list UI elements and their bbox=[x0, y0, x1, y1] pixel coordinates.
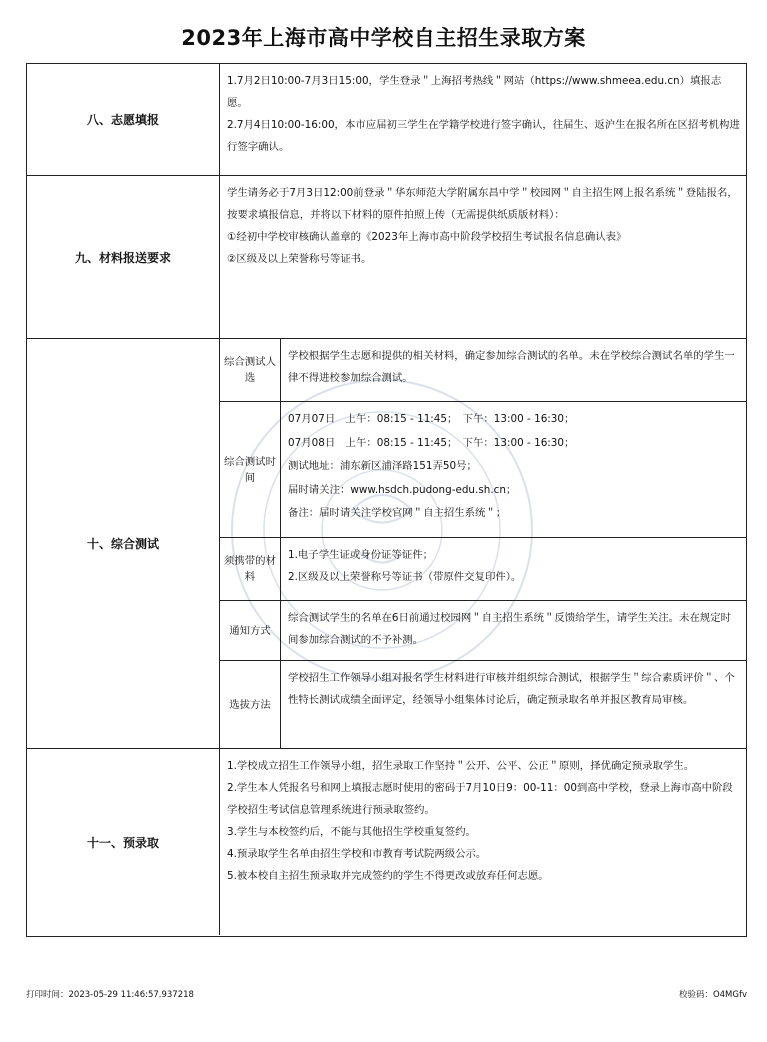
schedule-line-3: 测试地址：浦东新区浦泽路151弄50号； bbox=[288, 460, 477, 472]
print-time: 打印时间：2023-05-29 11:46:57.937218 bbox=[26, 990, 194, 1000]
schedule-line-2: 07月08日 上午：08:15 - 11:45； 下午：13:00 - 16:30； bbox=[288, 436, 575, 449]
candidates-label: 综合测试人选 bbox=[220, 339, 281, 401]
schedule-line-5: 备注：届时请关注学校官网＂自主招生系统＂； bbox=[288, 507, 507, 519]
section-8-label: 八、志愿填报 bbox=[27, 64, 220, 175]
check-code: 校验码：O4MGfv bbox=[678, 990, 747, 1000]
candidates-content bbox=[281, 339, 746, 401]
section-8-row bbox=[27, 64, 746, 175]
section-9-row bbox=[27, 175, 746, 338]
section-10-subrow-selection bbox=[220, 660, 746, 749]
section-11-line-3: 3.学生与本校签约后，不能与其他招生学校重复签约。 bbox=[227, 826, 476, 838]
selection-label: 选拔方法 bbox=[220, 661, 281, 749]
materials-line-1: 1.电子学生证或身份证等证件； bbox=[288, 549, 433, 561]
schedule-label: 综合测试时间 bbox=[220, 402, 281, 537]
section-9-line-2: ①经初中学校审核确认盖章的《2023年上海市高中阶段学校招生考试报名信息确认表》 bbox=[227, 231, 627, 243]
section-11-line-2: 2.学生本人凭报名号和网上填报志愿时使用的密码于7月10日9：00-11：00到高中学校，登录上海市高中阶段学校招生考试信息管理系统进行预录取签约。 bbox=[227, 782, 733, 816]
section-10-subrow-notice bbox=[220, 600, 746, 660]
section-8-line-2: 2.7月4日10:00-16:00，本市应届初三学生在学籍学校进行签字确认，往届生、返沪生在报名所在区招考机构进行签字确认。 bbox=[227, 119, 740, 153]
section-10-subrow-candidates bbox=[220, 339, 746, 401]
section-9-line-1: 学生请务必于7月3日12:00前登录＂华东师范大学附属东昌中学＂校园网＂自主招生网上报名系统＂登陆报名，按要求填报信息，并将以下材料的原件拍照上传（无需提供纸质版材料）： bbox=[227, 187, 738, 221]
section-10-label: 十、综合测试 bbox=[27, 339, 220, 748]
admission-plan-table bbox=[26, 63, 747, 937]
section-11-line-5: 5.被本校自主招生预录取并完成签约的学生不得更改或放弃任何志愿。 bbox=[227, 870, 549, 882]
section-9-line-3: ②区级及以上荣誉称号等证书。 bbox=[227, 253, 372, 265]
section-11-line-4: 4.预录取学生名单由招生学校和市教育考试院两级公示。 bbox=[227, 848, 487, 860]
notice-label: 通知方式 bbox=[220, 601, 281, 660]
notice-content bbox=[281, 601, 746, 660]
section-8-content bbox=[220, 64, 746, 175]
notice-text: 综合测试学生的名单在6日前通过校园网＂自主招生系统＂反馈给学生，请学生关注。未在规定时间参加综合测试的不予补测。 bbox=[288, 612, 732, 646]
materials-line-2: 2.区级及以上荣誉称号等证书（带原件交复印件）。 bbox=[288, 571, 522, 583]
section-9-label: 九、材料报送要求 bbox=[27, 176, 220, 338]
section-11-label: 十一、预录取 bbox=[27, 749, 220, 935]
section-11-content bbox=[220, 749, 746, 935]
materials-label: 须携带的材料 bbox=[220, 538, 281, 600]
schedule-line-4: 届时请关注：www.hsdch.pudong-edu.sh.cn； bbox=[288, 483, 517, 496]
selection-text: 学校招生工作领导小组对报名学生材料进行审核并组织综合测试，根据学生＂综合素质评价＂、个性特长测试成绩全面评定，经领导小组集体讨论后，确定预录取名单并报区教育局审核。 bbox=[288, 672, 735, 706]
section-8-line-1: 1.7月2日10:00-7月3日15:00，学生登录＂上海招考热线＂网站（https://www.shmeea.edu.cn）填报志愿。 bbox=[227, 75, 722, 109]
section-10-row bbox=[27, 338, 746, 748]
materials-content bbox=[281, 538, 746, 600]
section-10-subrow-materials bbox=[220, 537, 746, 600]
schedule-content bbox=[281, 402, 746, 537]
section-11-row bbox=[27, 748, 746, 935]
section-11-line-1: 1.学校成立招生工作领导小组，招生录取工作坚持＂公开、公平、公正＂原则，择优确定预录取学生。 bbox=[227, 760, 695, 772]
section-9-content bbox=[220, 176, 746, 338]
schedule-line-1: 07月07日 上午：08:15 - 11:45； 下午：13:00 - 16:30； bbox=[288, 413, 575, 425]
selection-content bbox=[281, 661, 746, 749]
section-10-subrow-schedule bbox=[220, 401, 746, 537]
page-title: 2023年上海市高中学校自主招生录取方案 bbox=[181, 26, 586, 50]
candidates-text: 学校根据学生志愿和提供的相关材料，确定参加综合测试的名单。未在学校综合测试名单的学生一律不得进校参加综合测试。 bbox=[288, 350, 735, 384]
